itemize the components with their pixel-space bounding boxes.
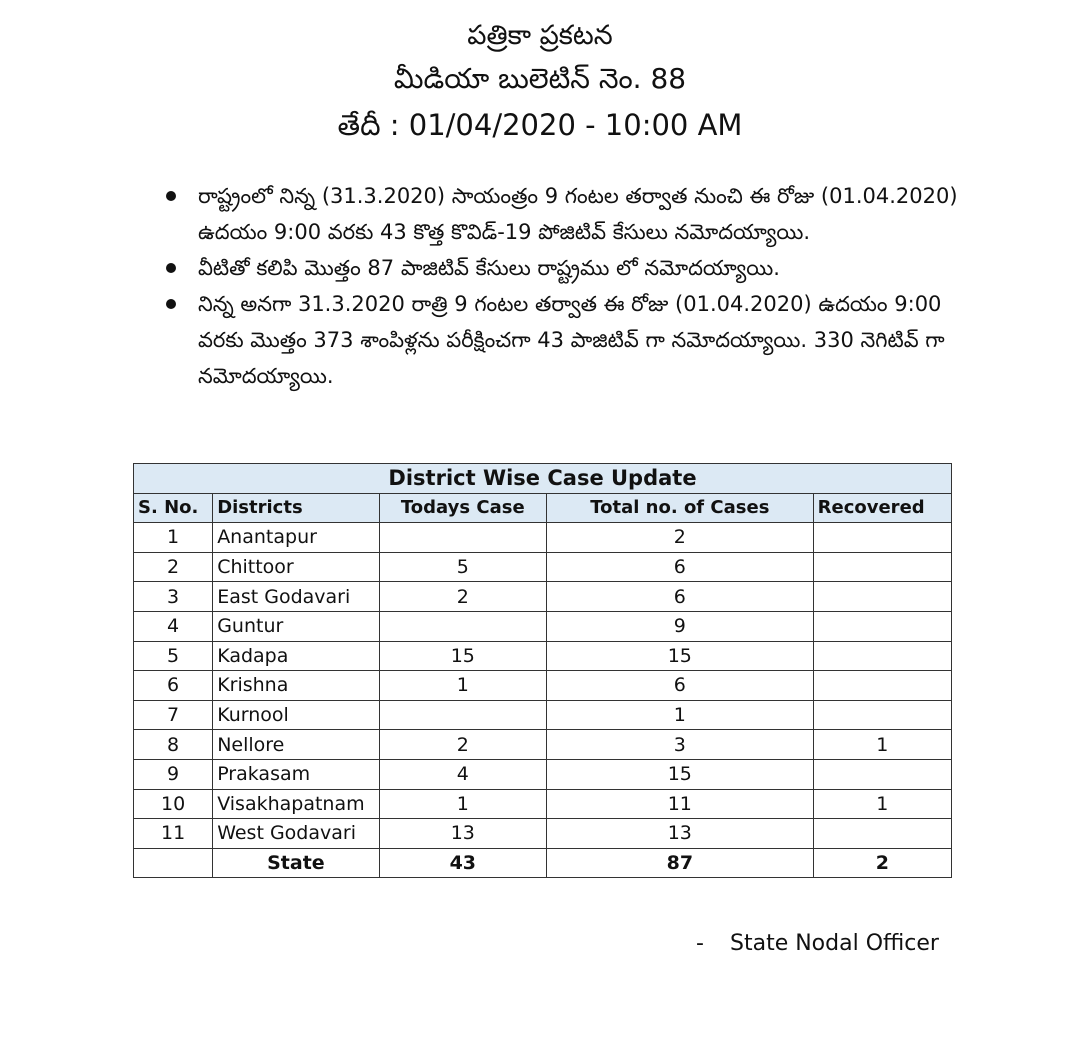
cell-total-cases: 15	[547, 641, 814, 671]
bullet-point	[160, 178, 960, 250]
district-case-table	[133, 463, 952, 878]
bullet-text: నిన్న అనగా 31.3.2020 రాత్రి 9 గంటల తర్వాత ఈ రోజు (01.04.2020) ఉదయం 9:00 వరకు మొత్తం 373 శాంపిళ్లను పరీక్షించగా 43 పాజిటివ్ గా నమోదయ్యాయి. 330 నెగిటివ్ గా నమోదయ్యాయి.	[198, 292, 945, 388]
cell-sno: 4	[134, 611, 213, 641]
signature-text: State Nodal Officer	[730, 931, 939, 956]
cell-recovered	[813, 671, 951, 701]
table-row	[134, 671, 952, 701]
cell-todays-case	[379, 523, 546, 553]
cell-sno: 9	[134, 759, 213, 789]
header-todays-case: Todays Case	[379, 493, 546, 523]
cell-sno: 1	[134, 523, 213, 553]
table-total-row	[134, 848, 952, 878]
table-title-row	[134, 464, 952, 494]
cell-sno: 11	[134, 819, 213, 849]
signature-dash: -	[696, 931, 704, 956]
cell-district: Guntur	[213, 611, 379, 641]
cell-recovered: 1	[813, 789, 951, 819]
cell-recovered	[813, 759, 951, 789]
cell-todays-case: 1	[379, 671, 546, 701]
cell-sno: 8	[134, 730, 213, 760]
cell-district: Kadapa	[213, 641, 379, 671]
cell-todays-case: 15	[379, 641, 546, 671]
cell-recovered	[813, 582, 951, 612]
header-sno: S. No.	[134, 493, 213, 523]
cell-todays-case: 2	[379, 582, 546, 612]
bullet-dot-icon	[166, 299, 176, 309]
cell-district: Visakhapatnam	[213, 789, 379, 819]
cell-district: Anantapur	[213, 523, 379, 553]
cell-total-todays-case: 43	[379, 848, 546, 878]
bullet-text: రాష్ట్రంలో నిన్న (31.3.2020) సాయంత్రం 9 గంటల తర్వాత నుంచి ఈ రోజు (01.04.2020) ఉదయం 9:00 వరకు 43 కొత్త కొవిడ్-19 పోజిటివ్ కేసులు నమోదయ్యాయి.	[198, 184, 958, 244]
header-recovered: Recovered	[813, 493, 951, 523]
table-row	[134, 523, 952, 553]
cell-recovered	[813, 552, 951, 582]
cell-sno: 5	[134, 641, 213, 671]
cell-recovered: 1	[813, 730, 951, 760]
cell-district: Kurnool	[213, 700, 379, 730]
cell-district: Chittoor	[213, 552, 379, 582]
cell-district: West Godavari	[213, 819, 379, 849]
header-total-cases: Total no. of Cases	[547, 493, 814, 523]
cell-recovered	[813, 819, 951, 849]
table-row	[134, 730, 952, 760]
cell-district: Krishna	[213, 671, 379, 701]
table-row	[134, 582, 952, 612]
signature	[696, 931, 939, 956]
cell-todays-case	[379, 611, 546, 641]
bullet-dot-icon	[166, 263, 176, 273]
table-title: District Wise Case Update	[134, 464, 952, 494]
cell-total-cases: 1	[547, 700, 814, 730]
cell-recovered	[813, 641, 951, 671]
cell-total-cases: 3	[547, 730, 814, 760]
table-row	[134, 789, 952, 819]
bulletin-date: తేదీ : 01/04/2020 - 10:00 AM	[337, 108, 743, 142]
bullet-dot-icon	[166, 191, 176, 201]
cell-total-recovered: 2	[813, 848, 951, 878]
cell-total-cases: 6	[547, 552, 814, 582]
cell-total-cases: 15	[547, 759, 814, 789]
cell-sno: 2	[134, 552, 213, 582]
table-header-row	[134, 493, 952, 523]
cell-recovered	[813, 611, 951, 641]
press-release-title: పత్రికా ప్రకటన	[467, 20, 613, 51]
bullet-point	[160, 286, 960, 394]
bullet-point	[160, 250, 960, 286]
cell-todays-case: 2	[379, 730, 546, 760]
table-row	[134, 552, 952, 582]
cell-todays-case: 13	[379, 819, 546, 849]
cell-sno-empty	[134, 848, 213, 878]
cell-total-cases: 2	[547, 523, 814, 553]
cell-total-cases: 13	[547, 819, 814, 849]
cell-total-cases: 11	[547, 789, 814, 819]
cell-district: East Godavari	[213, 582, 379, 612]
cell-sno: 6	[134, 671, 213, 701]
cell-recovered	[813, 700, 951, 730]
header-district: Districts	[213, 493, 379, 523]
cell-total-cases: 6	[547, 582, 814, 612]
cell-sno: 3	[134, 582, 213, 612]
cell-todays-case: 5	[379, 552, 546, 582]
table-row	[134, 759, 952, 789]
cell-district: Nellore	[213, 730, 379, 760]
table-row	[134, 819, 952, 849]
cell-total-cases: 6	[547, 671, 814, 701]
cell-total-total-cases: 87	[547, 848, 814, 878]
cell-todays-case: 1	[379, 789, 546, 819]
cell-todays-case: 4	[379, 759, 546, 789]
cell-sno: 7	[134, 700, 213, 730]
cell-district: Prakasam	[213, 759, 379, 789]
cell-sno: 10	[134, 789, 213, 819]
cell-total-cases: 9	[547, 611, 814, 641]
table-row	[134, 641, 952, 671]
cell-todays-case	[379, 700, 546, 730]
table-row	[134, 700, 952, 730]
bulletin-points	[160, 178, 960, 394]
media-bulletin-number: మీడియా బులెటిన్ నెం. 88	[393, 62, 687, 95]
table-row	[134, 611, 952, 641]
cell-total-label: State	[213, 848, 379, 878]
bullet-text: వీటితో కలిపి మొత్తం 87 పాజిటివ్ కేసులు రాష్ట్రము లో నమోదయ్యాయి.	[198, 256, 780, 280]
cell-recovered	[813, 523, 951, 553]
